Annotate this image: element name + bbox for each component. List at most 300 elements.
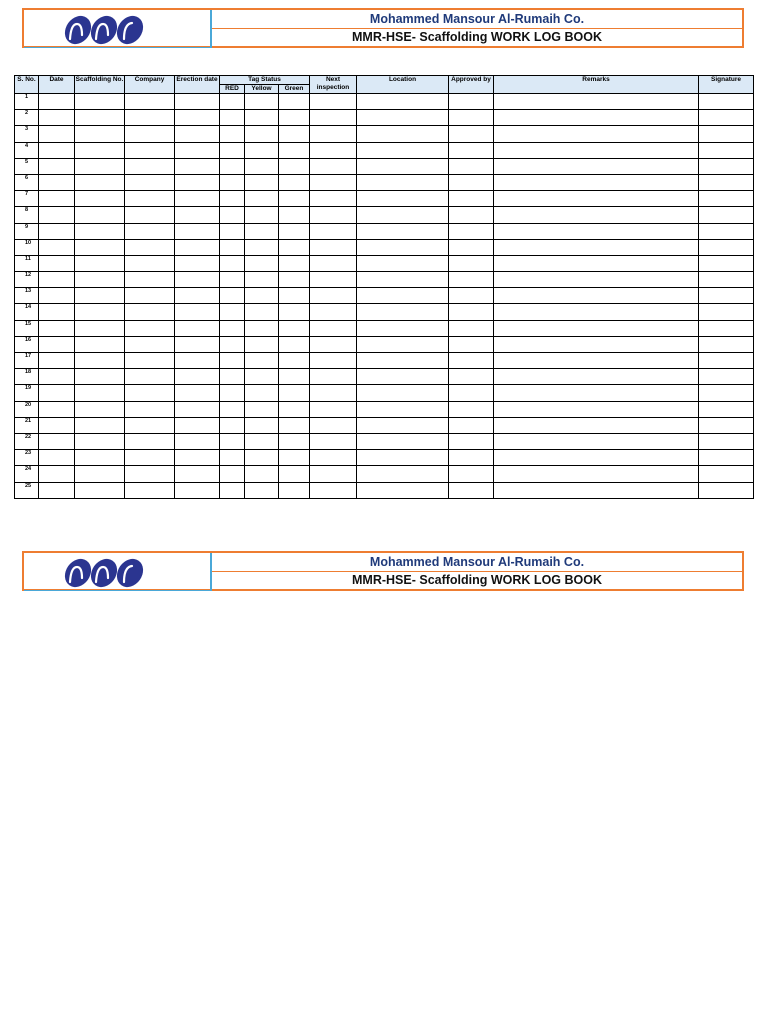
table-cell[interactable] <box>220 255 245 271</box>
table-cell[interactable] <box>494 320 699 336</box>
table-cell[interactable] <box>279 191 310 207</box>
table-cell[interactable] <box>75 433 125 449</box>
table-cell[interactable] <box>279 126 310 142</box>
table-cell[interactable] <box>699 336 754 352</box>
table-cell[interactable] <box>39 369 75 385</box>
table-cell[interactable] <box>220 191 245 207</box>
table-cell[interactable] <box>75 207 125 223</box>
table-cell[interactable] <box>75 417 125 433</box>
table-cell[interactable] <box>245 142 279 158</box>
table-cell[interactable] <box>175 482 220 498</box>
table-cell[interactable] <box>175 126 220 142</box>
table-cell[interactable] <box>220 223 245 239</box>
table-cell[interactable] <box>279 94 310 110</box>
table-cell[interactable] <box>39 482 75 498</box>
table-cell[interactable] <box>245 369 279 385</box>
table-cell[interactable] <box>357 191 449 207</box>
table-cell[interactable] <box>494 191 699 207</box>
table-cell[interactable] <box>449 401 494 417</box>
table-cell[interactable] <box>357 126 449 142</box>
table-cell[interactable] <box>449 385 494 401</box>
table-cell[interactable] <box>75 385 125 401</box>
table-cell[interactable] <box>279 142 310 158</box>
table-cell[interactable] <box>494 223 699 239</box>
table-cell[interactable] <box>310 288 357 304</box>
table-cell[interactable] <box>310 385 357 401</box>
table-cell[interactable] <box>357 272 449 288</box>
table-cell[interactable] <box>357 223 449 239</box>
table-cell[interactable] <box>245 401 279 417</box>
table-cell[interactable] <box>310 255 357 271</box>
table-cell[interactable] <box>357 239 449 255</box>
table-cell[interactable] <box>175 239 220 255</box>
table-cell[interactable] <box>357 288 449 304</box>
table-cell[interactable] <box>279 304 310 320</box>
table-cell[interactable] <box>220 288 245 304</box>
table-cell[interactable] <box>245 433 279 449</box>
table-cell[interactable] <box>39 353 75 369</box>
table-cell[interactable] <box>699 207 754 223</box>
table-cell[interactable] <box>75 466 125 482</box>
table-cell[interactable] <box>39 304 75 320</box>
table-cell[interactable] <box>357 94 449 110</box>
table-cell[interactable] <box>220 126 245 142</box>
table-cell[interactable] <box>75 158 125 174</box>
table-cell[interactable] <box>494 304 699 320</box>
table-cell[interactable] <box>357 336 449 352</box>
table-cell[interactable] <box>220 353 245 369</box>
table-cell[interactable] <box>699 369 754 385</box>
table-cell[interactable] <box>699 272 754 288</box>
table-cell[interactable] <box>125 142 175 158</box>
table-cell[interactable] <box>125 336 175 352</box>
table-cell[interactable] <box>357 142 449 158</box>
table-cell[interactable] <box>75 401 125 417</box>
table-cell[interactable] <box>279 369 310 385</box>
table-cell[interactable] <box>125 385 175 401</box>
table-cell[interactable] <box>699 239 754 255</box>
table-cell[interactable] <box>310 417 357 433</box>
table-cell[interactable] <box>125 191 175 207</box>
table-cell[interactable] <box>699 174 754 190</box>
table-cell[interactable] <box>220 482 245 498</box>
table-cell[interactable] <box>39 401 75 417</box>
table-cell[interactable] <box>494 401 699 417</box>
table-cell[interactable] <box>494 207 699 223</box>
table-cell[interactable] <box>245 482 279 498</box>
table-cell[interactable] <box>699 320 754 336</box>
table-cell[interactable] <box>449 110 494 126</box>
table-cell[interactable] <box>357 401 449 417</box>
table-cell[interactable] <box>310 239 357 255</box>
table-cell[interactable] <box>245 288 279 304</box>
table-cell[interactable] <box>220 369 245 385</box>
table-cell[interactable] <box>125 110 175 126</box>
table-cell[interactable] <box>220 142 245 158</box>
table-cell[interactable] <box>39 272 75 288</box>
table-cell[interactable] <box>494 336 699 352</box>
table-cell[interactable] <box>310 450 357 466</box>
table-cell[interactable] <box>699 385 754 401</box>
table-cell[interactable] <box>175 191 220 207</box>
table-cell[interactable] <box>175 288 220 304</box>
table-cell[interactable] <box>494 142 699 158</box>
table-cell[interactable] <box>125 239 175 255</box>
table-cell[interactable] <box>357 450 449 466</box>
table-cell[interactable] <box>220 158 245 174</box>
table-cell[interactable] <box>245 110 279 126</box>
table-cell[interactable] <box>449 272 494 288</box>
table-cell[interactable] <box>449 126 494 142</box>
table-cell[interactable] <box>175 223 220 239</box>
table-cell[interactable] <box>175 417 220 433</box>
table-cell[interactable] <box>125 417 175 433</box>
table-cell[interactable] <box>75 191 125 207</box>
table-cell[interactable] <box>75 174 125 190</box>
table-cell[interactable] <box>279 482 310 498</box>
table-cell[interactable] <box>245 320 279 336</box>
table-cell[interactable] <box>494 94 699 110</box>
table-cell[interactable] <box>449 191 494 207</box>
table-cell[interactable] <box>279 450 310 466</box>
table-cell[interactable] <box>175 353 220 369</box>
table-cell[interactable] <box>449 466 494 482</box>
table-cell[interactable] <box>310 433 357 449</box>
table-cell[interactable] <box>310 174 357 190</box>
table-cell[interactable] <box>494 158 699 174</box>
table-cell[interactable] <box>39 191 75 207</box>
table-cell[interactable] <box>494 450 699 466</box>
table-cell[interactable] <box>494 126 699 142</box>
table-cell[interactable] <box>494 417 699 433</box>
table-cell[interactable] <box>125 94 175 110</box>
table-cell[interactable] <box>175 385 220 401</box>
table-cell[interactable] <box>39 223 75 239</box>
table-cell[interactable] <box>310 223 357 239</box>
table-cell[interactable] <box>39 450 75 466</box>
table-cell[interactable] <box>310 158 357 174</box>
table-cell[interactable] <box>220 450 245 466</box>
table-cell[interactable] <box>449 336 494 352</box>
table-cell[interactable] <box>699 466 754 482</box>
table-cell[interactable] <box>175 158 220 174</box>
table-cell[interactable] <box>75 272 125 288</box>
table-cell[interactable] <box>699 223 754 239</box>
table-cell[interactable] <box>310 369 357 385</box>
table-cell[interactable] <box>125 466 175 482</box>
table-cell[interactable] <box>220 336 245 352</box>
table-cell[interactable] <box>449 239 494 255</box>
table-cell[interactable] <box>75 110 125 126</box>
table-cell[interactable] <box>245 94 279 110</box>
table-cell[interactable] <box>310 482 357 498</box>
table-cell[interactable] <box>357 255 449 271</box>
table-cell[interactable] <box>357 433 449 449</box>
table-cell[interactable] <box>175 369 220 385</box>
table-cell[interactable] <box>699 255 754 271</box>
table-cell[interactable] <box>39 207 75 223</box>
table-cell[interactable] <box>699 142 754 158</box>
table-cell[interactable] <box>310 304 357 320</box>
table-cell[interactable] <box>220 433 245 449</box>
table-cell[interactable] <box>39 336 75 352</box>
table-cell[interactable] <box>245 450 279 466</box>
table-cell[interactable] <box>494 239 699 255</box>
table-cell[interactable] <box>279 401 310 417</box>
table-cell[interactable] <box>220 304 245 320</box>
table-cell[interactable] <box>310 142 357 158</box>
table-cell[interactable] <box>39 142 75 158</box>
table-cell[interactable] <box>125 174 175 190</box>
table-cell[interactable] <box>699 353 754 369</box>
table-cell[interactable] <box>175 110 220 126</box>
table-cell[interactable] <box>125 288 175 304</box>
table-cell[interactable] <box>245 417 279 433</box>
table-cell[interactable] <box>245 336 279 352</box>
table-cell[interactable] <box>449 482 494 498</box>
table-cell[interactable] <box>75 353 125 369</box>
table-cell[interactable] <box>220 417 245 433</box>
table-cell[interactable] <box>310 353 357 369</box>
table-cell[interactable] <box>220 385 245 401</box>
table-cell[interactable] <box>39 288 75 304</box>
table-cell[interactable] <box>449 94 494 110</box>
table-cell[interactable] <box>357 482 449 498</box>
table-cell[interactable] <box>699 304 754 320</box>
table-cell[interactable] <box>357 110 449 126</box>
table-cell[interactable] <box>125 369 175 385</box>
table-cell[interactable] <box>699 288 754 304</box>
table-cell[interactable] <box>175 304 220 320</box>
table-cell[interactable] <box>39 126 75 142</box>
table-cell[interactable] <box>175 433 220 449</box>
table-cell[interactable] <box>699 417 754 433</box>
table-cell[interactable] <box>699 482 754 498</box>
table-cell[interactable] <box>175 174 220 190</box>
table-cell[interactable] <box>39 174 75 190</box>
table-cell[interactable] <box>245 466 279 482</box>
table-cell[interactable] <box>125 158 175 174</box>
table-cell[interactable] <box>699 110 754 126</box>
table-cell[interactable] <box>449 433 494 449</box>
table-cell[interactable] <box>357 353 449 369</box>
table-cell[interactable] <box>175 401 220 417</box>
table-cell[interactable] <box>39 110 75 126</box>
table-cell[interactable] <box>494 466 699 482</box>
table-cell[interactable] <box>494 174 699 190</box>
table-cell[interactable] <box>357 417 449 433</box>
table-cell[interactable] <box>494 433 699 449</box>
table-cell[interactable] <box>494 369 699 385</box>
table-cell[interactable] <box>175 320 220 336</box>
table-cell[interactable] <box>125 482 175 498</box>
table-cell[interactable] <box>279 158 310 174</box>
table-cell[interactable] <box>125 304 175 320</box>
table-cell[interactable] <box>699 433 754 449</box>
table-cell[interactable] <box>39 320 75 336</box>
table-cell[interactable] <box>39 417 75 433</box>
table-cell[interactable] <box>279 433 310 449</box>
table-cell[interactable] <box>245 272 279 288</box>
table-cell[interactable] <box>75 369 125 385</box>
table-cell[interactable] <box>175 142 220 158</box>
table-cell[interactable] <box>245 239 279 255</box>
table-cell[interactable] <box>220 94 245 110</box>
table-cell[interactable] <box>699 191 754 207</box>
table-cell[interactable] <box>245 304 279 320</box>
table-cell[interactable] <box>39 433 75 449</box>
table-cell[interactable] <box>449 353 494 369</box>
table-cell[interactable] <box>357 320 449 336</box>
table-cell[interactable] <box>175 450 220 466</box>
table-cell[interactable] <box>245 385 279 401</box>
table-cell[interactable] <box>175 94 220 110</box>
table-cell[interactable] <box>699 450 754 466</box>
table-cell[interactable] <box>75 320 125 336</box>
table-cell[interactable] <box>494 288 699 304</box>
table-cell[interactable] <box>449 255 494 271</box>
table-cell[interactable] <box>494 385 699 401</box>
table-cell[interactable] <box>125 126 175 142</box>
table-cell[interactable] <box>279 207 310 223</box>
table-cell[interactable] <box>449 417 494 433</box>
table-cell[interactable] <box>279 223 310 239</box>
table-cell[interactable] <box>449 450 494 466</box>
table-cell[interactable] <box>245 223 279 239</box>
table-cell[interactable] <box>310 207 357 223</box>
table-cell[interactable] <box>39 255 75 271</box>
table-cell[interactable] <box>279 353 310 369</box>
table-cell[interactable] <box>75 142 125 158</box>
table-cell[interactable] <box>279 417 310 433</box>
table-cell[interactable] <box>494 110 699 126</box>
table-cell[interactable] <box>310 466 357 482</box>
table-cell[interactable] <box>699 94 754 110</box>
table-cell[interactable] <box>75 336 125 352</box>
table-cell[interactable] <box>279 320 310 336</box>
table-cell[interactable] <box>125 223 175 239</box>
table-cell[interactable] <box>220 466 245 482</box>
table-cell[interactable] <box>245 255 279 271</box>
table-cell[interactable] <box>449 288 494 304</box>
table-cell[interactable] <box>310 94 357 110</box>
table-cell[interactable] <box>125 272 175 288</box>
table-cell[interactable] <box>75 239 125 255</box>
table-cell[interactable] <box>279 239 310 255</box>
table-cell[interactable] <box>699 158 754 174</box>
table-cell[interactable] <box>357 385 449 401</box>
table-cell[interactable] <box>279 255 310 271</box>
table-cell[interactable] <box>245 207 279 223</box>
table-cell[interactable] <box>75 223 125 239</box>
table-cell[interactable] <box>39 158 75 174</box>
table-cell[interactable] <box>245 191 279 207</box>
table-cell[interactable] <box>220 401 245 417</box>
table-cell[interactable] <box>279 110 310 126</box>
table-cell[interactable] <box>279 336 310 352</box>
table-cell[interactable] <box>357 174 449 190</box>
table-cell[interactable] <box>449 142 494 158</box>
table-cell[interactable] <box>125 255 175 271</box>
table-cell[interactable] <box>39 94 75 110</box>
table-cell[interactable] <box>279 385 310 401</box>
table-cell[interactable] <box>310 272 357 288</box>
table-cell[interactable] <box>125 207 175 223</box>
table-cell[interactable] <box>449 158 494 174</box>
table-cell[interactable] <box>175 207 220 223</box>
table-cell[interactable] <box>449 304 494 320</box>
table-cell[interactable] <box>220 174 245 190</box>
table-cell[interactable] <box>494 482 699 498</box>
table-cell[interactable] <box>220 239 245 255</box>
table-cell[interactable] <box>75 450 125 466</box>
table-cell[interactable] <box>220 110 245 126</box>
table-cell[interactable] <box>279 466 310 482</box>
table-cell[interactable] <box>245 126 279 142</box>
table-cell[interactable] <box>75 288 125 304</box>
table-cell[interactable] <box>357 207 449 223</box>
table-cell[interactable] <box>125 450 175 466</box>
table-cell[interactable] <box>220 207 245 223</box>
table-cell[interactable] <box>75 304 125 320</box>
table-cell[interactable] <box>125 401 175 417</box>
table-cell[interactable] <box>220 272 245 288</box>
table-cell[interactable] <box>357 369 449 385</box>
table-cell[interactable] <box>75 255 125 271</box>
table-cell[interactable] <box>175 336 220 352</box>
table-cell[interactable] <box>175 272 220 288</box>
table-cell[interactable] <box>494 353 699 369</box>
table-cell[interactable] <box>75 94 125 110</box>
table-cell[interactable] <box>245 158 279 174</box>
table-cell[interactable] <box>699 401 754 417</box>
table-cell[interactable] <box>39 239 75 255</box>
table-cell[interactable] <box>310 401 357 417</box>
table-cell[interactable] <box>449 207 494 223</box>
table-cell[interactable] <box>357 466 449 482</box>
table-cell[interactable] <box>310 110 357 126</box>
table-cell[interactable] <box>75 482 125 498</box>
table-cell[interactable] <box>279 288 310 304</box>
table-cell[interactable] <box>125 433 175 449</box>
table-cell[interactable] <box>245 353 279 369</box>
table-cell[interactable] <box>310 320 357 336</box>
table-cell[interactable] <box>310 336 357 352</box>
table-cell[interactable] <box>449 369 494 385</box>
table-cell[interactable] <box>699 126 754 142</box>
table-cell[interactable] <box>357 304 449 320</box>
table-cell[interactable] <box>75 126 125 142</box>
table-cell[interactable] <box>310 126 357 142</box>
table-cell[interactable] <box>175 466 220 482</box>
table-cell[interactable] <box>175 255 220 271</box>
table-cell[interactable] <box>494 272 699 288</box>
table-cell[interactable] <box>449 320 494 336</box>
table-cell[interactable] <box>310 191 357 207</box>
table-cell[interactable] <box>449 223 494 239</box>
table-cell[interactable] <box>125 353 175 369</box>
table-cell[interactable] <box>39 466 75 482</box>
table-cell[interactable] <box>125 320 175 336</box>
table-cell[interactable] <box>220 320 245 336</box>
table-cell[interactable] <box>39 385 75 401</box>
table-cell[interactable] <box>494 255 699 271</box>
table-cell[interactable] <box>245 174 279 190</box>
table-cell[interactable] <box>357 158 449 174</box>
table-cell[interactable] <box>449 174 494 190</box>
table-cell[interactable] <box>279 174 310 190</box>
table-cell[interactable] <box>279 272 310 288</box>
